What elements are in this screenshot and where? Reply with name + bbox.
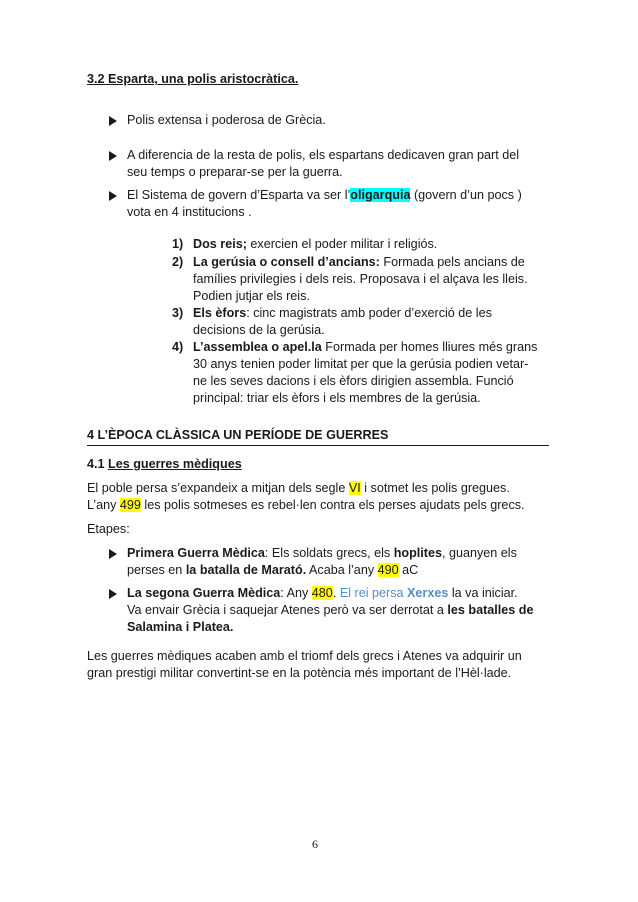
list-item: Dos reis; exercien el poder militar i religiós.	[193, 237, 438, 251]
arrow-bullet-icon	[109, 116, 117, 126]
highlighted-term: VI	[348, 481, 361, 495]
paragraph: El poble persa s’expandeix a mitjan dels segle VI i sotmet les polis gregues. L’any 499 les polis sotmeses es rebel·len contra els perses ajudats pels grecs.	[87, 481, 525, 512]
section-title: 3.2 Esparta, una polis aristocràtica.	[87, 72, 299, 86]
highlighted-term: 499	[119, 498, 141, 512]
highlighted-term: 490	[377, 563, 399, 577]
bullet-item: La segona Guerra Mèdica: Any 480. El rei persa Xerxes la va iniciar. Va envair Grècia i saquejar Atenes però va ser derrotat a les batalles de Salamina i Platea.	[127, 586, 534, 634]
heading-rule	[87, 445, 549, 446]
list-number: 2)	[172, 255, 184, 269]
arrow-bullet-icon	[109, 151, 117, 161]
arrow-bullet-icon	[109, 191, 117, 201]
list-item: La gerúsia o consell d’ancians: Formada pels ancians de famílies privilegies i dels reis. Proposava i el alçava les lleis. Podien jutjar els reis.	[193, 255, 528, 303]
section-heading: 4 L’ÈPOCA CLÀSSICA UN PERÍODE DE GUERRES	[87, 428, 389, 442]
list-number: 4)	[172, 340, 184, 354]
highlighted-term: oligarquia	[350, 188, 411, 202]
list-item: Els èfors: cinc magistrats amb poder d’exerció de les decisions de la gerúsia.	[193, 306, 492, 337]
bullet-item: Polis extensa i poderosa de Grècia.	[127, 113, 326, 127]
bullet-item: A diferencia de la resta de polis, els espartans dedicaven gran part del seu temps o preparar-se per la guerra.	[127, 148, 520, 179]
subsection-title: 4.1 Les guerres mèdiques	[87, 457, 242, 471]
paragraph: Etapes:	[87, 522, 130, 536]
list-number: 3)	[172, 306, 184, 320]
list-number: 1)	[172, 237, 184, 251]
bullet-item: El Sistema de govern d’Esparta va ser l’oligarquia (govern d’un pocs ) vota en 4 institucions .	[127, 188, 522, 219]
page-number: 6	[312, 837, 318, 851]
highlighted-term: 480	[311, 586, 333, 600]
list-item: L’assemblea o apel.la Formada per homes lliures més grans 30 anys tenien poder limitat per que la gerúsia podien vetar- ne les seves dacions i els èfors dirigien assembla. Funció principal: triar els èfors i els membres de la gerúsia.	[193, 340, 538, 405]
arrow-bullet-icon	[109, 549, 117, 559]
bullet-item: Primera Guerra Mèdica: Els soldats grecs, els hoplites, guanyen els perses en la batalla de Marató. Acaba l’any 490 aC	[127, 546, 517, 577]
paragraph: Les guerres mèdiques acaben amb el triomf dels grecs i Atenes va adquirir un gran prestigi militar convertint-se en la potència més important de l’Hèl·lade.	[87, 649, 522, 680]
arrow-bullet-icon	[109, 589, 117, 599]
